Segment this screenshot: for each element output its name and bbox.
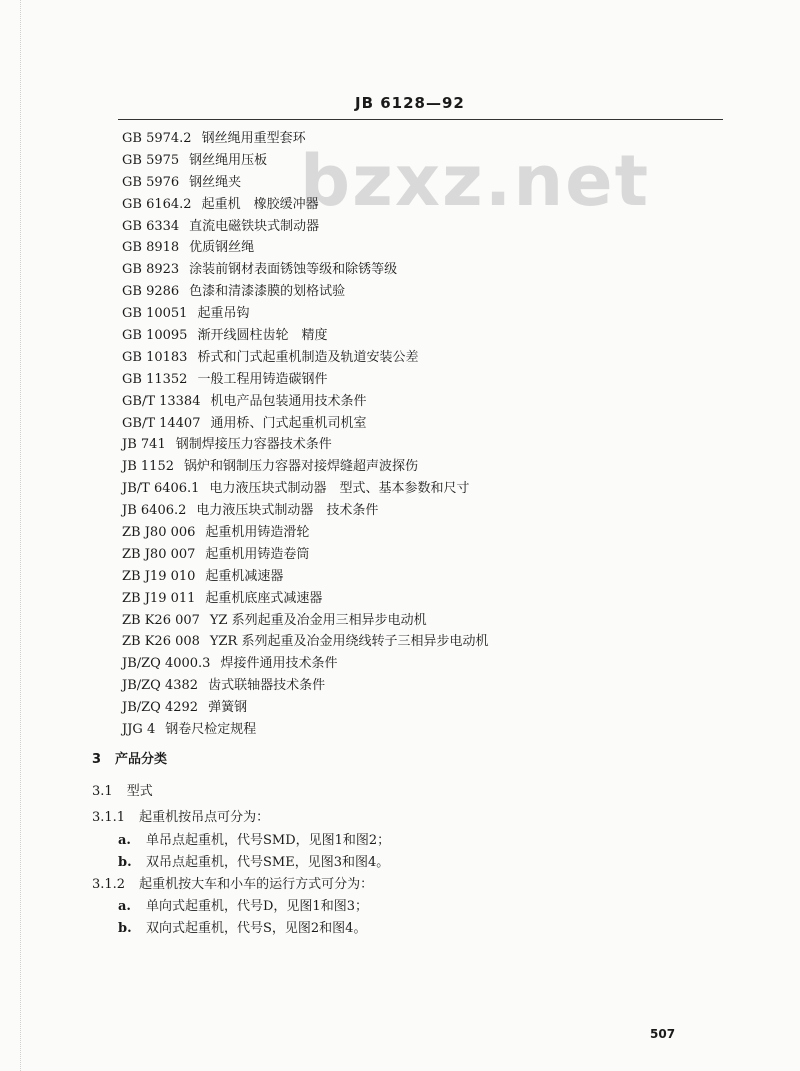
reference-code: JB 1152 [122,459,174,475]
reference-title: 直流电磁铁块式制动器 [189,218,320,234]
section-number: 3 [92,752,102,767]
section-3-1-heading [92,780,153,799]
reference-title: 起重吊钩 [197,306,250,322]
scan-edge-line [20,0,21,1071]
reference-code: GB 8923 [122,262,180,278]
reference-code: JB/ZQ 4292 [122,700,199,716]
reference-title: 起重机 橡胶缓冲器 [201,196,319,212]
reference-item [122,697,488,719]
reference-code: GB 5974.2 [122,131,192,146]
reference-code: JB/T 6406.1 [122,481,200,497]
reference-title: YZR 系列起重及冶金用绕线转子三相异步电动机 [209,634,489,650]
reference-title: YZ 系列起重及冶金用三相异步电动机 [209,612,427,628]
reference-item [122,128,488,150]
reference-item [122,281,488,303]
reference-title: 机电产品包装通用技术条件 [210,393,367,409]
reference-code: GB 10051 [122,306,188,322]
reference-title: 弹簧钢 [208,700,248,716]
reference-code: GB/T 13384 [122,393,201,409]
list-item [118,895,368,914]
item-marker: b. [118,855,132,870]
header-rule [118,119,723,120]
reference-code: JJG 4 [122,722,156,738]
reference-title: 桥式和门式起重机制造及轨道安装公差 [197,349,419,365]
reference-item [122,172,488,194]
reference-item [122,216,488,238]
reference-list [122,128,488,741]
reference-item [122,194,488,216]
reference-item [122,719,488,741]
reference-title: 通用桥、门式起重机司机室 [210,415,367,431]
section-number: 3.1 [92,784,113,799]
reference-code: ZB J80 007 [122,546,196,562]
standard-header: JB 6128—92 [355,94,465,112]
reference-code: GB 10095 [122,328,188,344]
item-text: 双吊点起重机，代号SME，见图3和图4。 [146,855,390,870]
reference-title: 钢丝绳用压板 [189,152,268,168]
reference-title: 一般工程用铸造碳钢件 [197,371,328,387]
list-item [118,851,389,870]
reference-title: 起重机减速器 [205,568,284,584]
reference-code: GB 11352 [122,371,188,387]
item-marker: a. [118,833,131,848]
reference-item [122,347,488,369]
reference-code: JB 741 [122,437,166,453]
reference-item [122,544,488,566]
reference-title: 锅炉和钢制压力容器对接焊缝超声波探伤 [183,459,418,475]
reference-item [122,303,488,325]
reference-title: 起重机用铸造卷筒 [205,546,310,562]
watermark: bzxz.net [300,140,651,222]
reference-title: 渐开线圆柱齿轮 精度 [197,328,328,344]
reference-title: 钢制焊接压力容器技术条件 [175,437,332,453]
reference-item [122,522,488,544]
reference-item [122,631,488,653]
reference-title: 电力液压块式制动器 技术条件 [196,503,379,519]
reference-item [122,150,488,172]
reference-code: JB 6406.2 [122,503,187,519]
reference-code: JB/ZQ 4382 [122,678,199,694]
reference-code: GB 10183 [122,349,188,365]
reference-item [122,478,488,500]
reference-title: 起重机底座式减速器 [205,590,323,606]
reference-code: JB/ZQ 4000.3 [122,656,211,672]
reference-code: ZB K26 007 [122,612,200,628]
reference-title: 钢丝绳夹 [189,174,242,190]
reference-title: 钢丝绳用重型套环 [201,131,306,146]
reference-title: 色漆和清漆漆膜的划格试验 [189,284,346,300]
reference-item [122,588,488,610]
section-title: 型式 [126,784,153,799]
reference-code: ZB K26 008 [122,634,200,650]
clause-text: 起重机按大车和小车的运行方式可分为： [139,877,374,892]
reference-title: 起重机用铸造滑轮 [205,525,310,541]
reference-item [122,413,488,435]
reference-title: 钢卷尺检定规程 [165,722,257,738]
item-text: 单吊点起重机，代号SMD，见图1和图2； [146,833,391,848]
reference-code: GB 5975 [122,152,180,168]
list-item [118,829,390,848]
reference-item [122,434,488,456]
clause-text: 起重机按吊点可分为： [139,810,270,825]
item-text: 双向式起重机，代号S，见图2和图4。 [146,921,367,936]
reference-code: GB 5976 [122,174,180,190]
clause-3-1-2 [92,873,373,892]
item-marker: b. [118,921,132,936]
reference-code: GB 9286 [122,284,180,300]
reference-item [122,566,488,588]
page-number: 507 [650,1027,676,1041]
reference-code: GB 6164.2 [122,196,192,212]
reference-item [122,610,488,632]
section-3-heading [92,748,167,767]
reference-title: 焊接件通用技术条件 [220,656,338,672]
reference-title: 齿式联轴器技术条件 [208,678,326,694]
clause-3-1-1 [92,806,269,825]
reference-item [122,237,488,259]
clause-number: 3.1.1 [92,810,126,825]
reference-item [122,325,488,347]
item-marker: a. [118,899,131,914]
item-text: 单向式起重机，代号D，见图1和图3； [146,899,368,914]
reference-code: ZB J19 010 [122,568,196,584]
section-title: 产品分类 [115,752,168,767]
reference-item [122,456,488,478]
reference-code: ZB J19 011 [122,590,196,606]
reference-title: 电力液压块式制动器 型式、基本参数和尺寸 [209,481,470,497]
reference-title: 优质钢丝绳 [189,240,255,256]
reference-title: 涂装前钢材表面锈蚀等级和除锈等级 [189,262,398,278]
list-item [118,917,366,936]
reference-item [122,653,488,675]
reference-item [122,369,488,391]
reference-code: ZB J80 006 [122,525,196,541]
reference-code: GB/T 14407 [122,415,201,431]
reference-item [122,391,488,413]
reference-item [122,675,488,697]
reference-item [122,500,488,522]
reference-code: GB 6334 [122,218,180,234]
reference-code: GB 8918 [122,240,180,256]
clause-number: 3.1.2 [92,877,126,892]
reference-item [122,259,488,281]
